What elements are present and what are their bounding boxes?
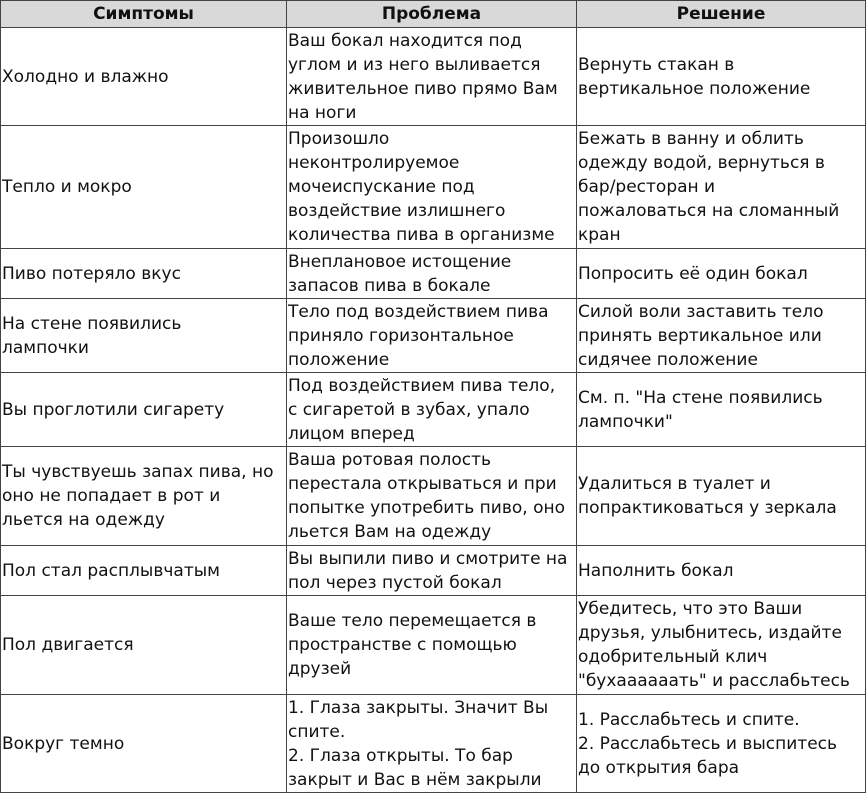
cell-text-line: вертикальное положение [578,78,811,99]
symptom-cell [1,695,287,793]
symptom-cell [1,373,287,447]
table-row [1,695,866,793]
cell-text-line: лампочки [2,337,89,358]
symptom-cell [1,28,287,126]
cell-text-line: бар/ресторан и [578,177,716,197]
cell-text-line: на ноги [288,102,357,123]
cell-text-line: 1. Расслабьтесь и спите. [578,709,800,730]
cell-text-line: пол через пустой бокал [288,572,502,593]
cell-text-line: Тело под воздействием пива [288,301,549,322]
symptom-cell [1,447,287,546]
table-row [1,28,866,126]
header-symptoms: Симптомы [1,1,287,28]
cell-text-line: попрактиковаться у зеркала [578,498,837,518]
cell-text-line: льется Вам на одежду [288,522,492,542]
cell-text-line: запасов пива в бокале [288,275,491,296]
solution-cell [577,695,866,793]
symptom-cell [1,299,287,373]
header-problem: Проблема [287,1,577,28]
cell-text-line: положение [288,349,390,370]
cell-text-line: "бухаааааать" и расслабьтесь [578,671,850,691]
cell-text-line: Ваше тело перемещается в [288,611,537,631]
solution-cell [577,249,866,299]
problem-cell [287,546,577,596]
cell-text-line: пространстве с помощью [288,635,517,655]
cell-text-line: Пол стал расплывчатым [2,560,220,581]
symptom-cell [1,249,287,299]
cell-text-line: живительное пиво прямо Вам [288,78,558,99]
cell-text-line: приняло горизонтальное [288,325,514,346]
cell-text-line: 2. Расслабьтесь и выспитесь [578,733,838,754]
cell-text-line: кран [578,225,621,245]
cell-text-line: Пол двигается [2,635,134,655]
cell-text-line: мочеиспускание под [288,177,475,197]
cell-text-line: пожаловаться на сломанный [578,201,840,221]
cell-text-line: лампочки" [578,411,673,432]
cell-text-line: 1. Глаза закрыты. Значит Вы [288,697,549,718]
cell-text-line: одежду водой, вернуться в [578,153,825,173]
table-row [1,299,866,373]
cell-text-line: Вы выпили пиво и смотрите на [288,548,568,569]
cell-text-line: Холодно и влажно [2,66,169,87]
cell-text-line: Попросить её один бокал [578,263,808,284]
cell-text-line: оно не попадает в рот и [2,486,221,506]
problem-cell [287,447,577,546]
cell-text-line: Вокруг темно [2,733,125,754]
solution-cell [577,299,866,373]
cell-text-line: принять вертикальное или [578,325,822,346]
cell-text-line: Тепло и мокро [2,177,132,197]
cell-text-line: спите. [288,721,346,742]
cell-text-line: 2. Глаза открыты. То бар [288,745,513,766]
header-row [1,1,866,28]
cell-text-line: Ты чувствуешь запах пива, но [2,462,274,482]
cell-text-line: Силой воли заставить тело [578,301,824,322]
cell-text-line: Наполнить бокал [578,560,734,581]
symptom-cell [1,126,287,249]
table-row [1,126,866,249]
cell-text-line: воздействие излишнего [288,201,506,221]
cell-text-line: См. п. "На стене появились [578,387,823,408]
solution-cell [577,126,866,249]
cell-text-line: неконтролируемое [288,153,460,173]
cell-text-line: Ваш бокал находится под [288,30,522,51]
cell-text-line: Вернуть стакан в [578,54,735,75]
cell-text-line: Бежать в ванну и облить [578,129,804,149]
cell-text-line: углом и из него выливается [288,54,541,75]
cell-text-line: одобрительный клич [578,647,768,667]
solution-cell [577,373,866,447]
problem-cell [287,596,577,695]
cell-text-line: Убедитесь, что это Ваши [578,599,803,619]
cell-text-line: Произошло [288,129,390,149]
solution-cell [577,28,866,126]
cell-text-line: друзей [288,659,352,679]
cell-text-line: Под воздействием пива тело, [288,375,556,396]
problem-cell [287,28,577,126]
table-row [1,596,866,695]
cell-text-line: сидячее положение [578,349,758,370]
cell-text-line: количества пива в организме [288,225,555,245]
solution-cell [577,447,866,546]
solution-cell [577,596,866,695]
symptom-cell [1,546,287,596]
solution-cell [577,546,866,596]
table-row [1,447,866,546]
cell-text-line: Вы проглотили сигарету [2,399,225,420]
cell-text-line: до открытия бара [578,757,740,778]
problem-cell [287,249,577,299]
cell-text-line: друзья, улыбнитесь, издайте [578,623,842,643]
table-row [1,373,866,447]
table-row [1,546,866,596]
symptom-cell [1,596,287,695]
cell-text-line: попытке употребить пиво, оно [288,498,565,518]
cell-text-line: Пиво потеряло вкус [2,263,181,284]
cell-text-line: На стене появились [2,313,182,334]
problem-cell [287,373,577,447]
cell-text-line: Внеплановое истощение [288,251,512,272]
problem-cell [287,126,577,249]
cell-text-line: Ваша ротовая полость [288,450,492,470]
cell-text-line: закрыт и Вас в нём закрыли [288,769,542,790]
cell-text-line: с сигаретой в зубах, упало [288,399,530,420]
cell-text-line: льется на одежду [2,510,165,530]
problem-cell [287,695,577,793]
cell-text-line: перестала открываться и при [288,474,557,494]
table-row [1,249,866,299]
cell-text-line: лицом вперед [288,423,415,444]
cell-text-line: Удалиться в туалет и [578,474,771,494]
problem-cell [287,299,577,373]
header-solution: Решение [577,1,866,28]
